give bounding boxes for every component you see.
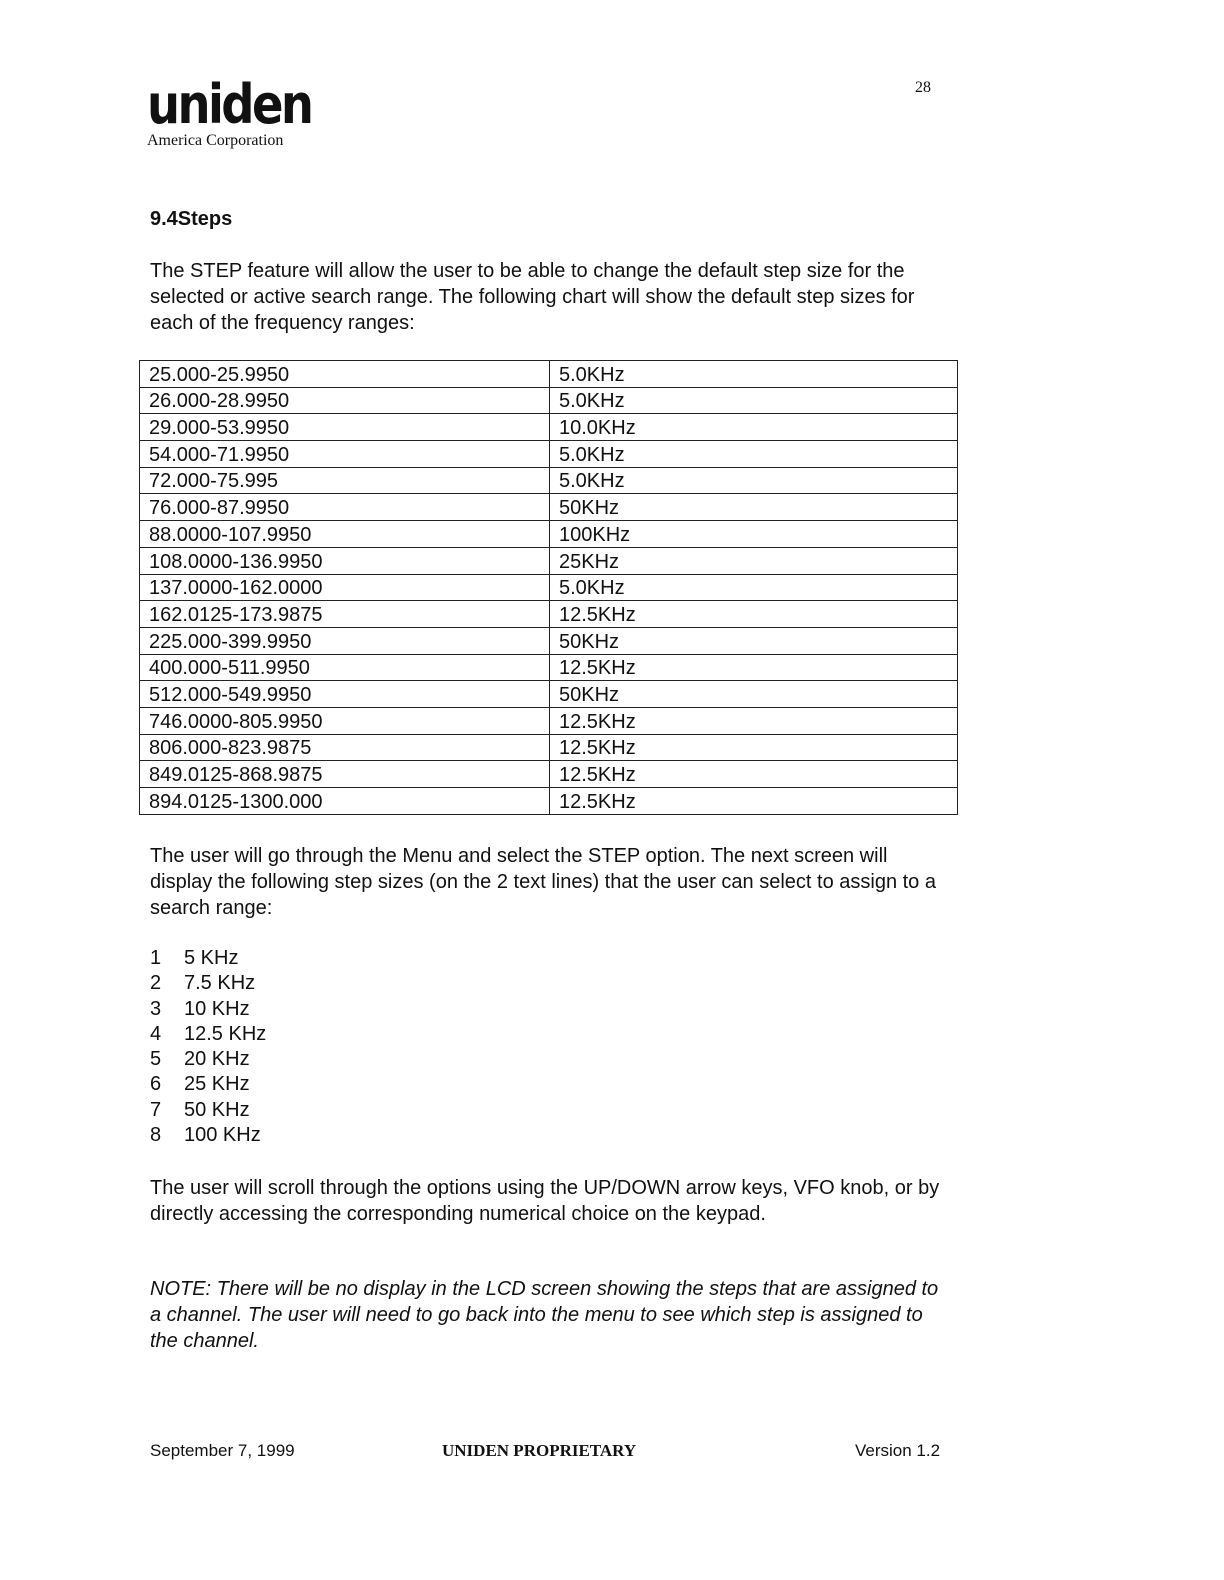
step-cell: 10.0KHz	[550, 414, 958, 441]
option-label: 100 KHz	[184, 1124, 261, 1147]
range-cell: 894.0125-1300.000	[140, 788, 550, 815]
step-cell: 50KHz	[550, 681, 958, 708]
step-cell: 100KHz	[550, 521, 958, 548]
list-item	[150, 1072, 266, 1097]
range-cell: 25.000-25.9950	[140, 361, 550, 388]
list-item	[150, 997, 266, 1022]
table-row	[140, 601, 958, 628]
range-cell: 225.000-399.9950	[140, 627, 550, 654]
option-label: 20 KHz	[184, 1048, 250, 1071]
step-cell: 50KHz	[550, 494, 958, 521]
list-item	[150, 971, 266, 996]
option-label: 12.5 KHz	[184, 1022, 267, 1045]
step-cell: 5.0KHz	[550, 361, 958, 388]
option-number: 2	[150, 972, 162, 995]
table-row	[140, 414, 958, 441]
table-row	[140, 654, 958, 681]
footer-version: Version 1.2	[855, 1441, 941, 1460]
option-number: 8	[150, 1124, 162, 1147]
footer-proprietary: UNIDEN PROPRIETARY	[442, 1441, 637, 1460]
range-cell: 806.000-823.9875	[140, 734, 550, 761]
range-cell: 108.0000-136.9950	[140, 547, 550, 574]
page-number: 28	[915, 79, 931, 96]
frequency-step-table	[139, 360, 958, 815]
table-row	[140, 681, 958, 708]
table-row	[140, 494, 958, 521]
list-item	[150, 1047, 266, 1072]
step-cell: 50KHz	[550, 627, 958, 654]
logo-wordmark: uniden	[147, 73, 312, 136]
list-item	[150, 1123, 266, 1148]
scroll-paragraph: The user will scroll through the options using the UP/DOWN arrow keys, VFO knob, or by directly accessing the corresponding numerical choice on the keypad.	[150, 1177, 940, 1225]
range-cell: 746.0000-805.9950	[140, 707, 550, 734]
section-title: 9.4Steps	[150, 208, 233, 230]
range-cell: 400.000-511.9950	[140, 654, 550, 681]
table-row	[140, 761, 958, 788]
table-row	[140, 547, 958, 574]
range-cell: 29.000-53.9950	[140, 414, 550, 441]
range-cell: 88.0000-107.9950	[140, 521, 550, 548]
company-logo	[147, 73, 338, 150]
range-cell: 849.0125-868.9875	[140, 761, 550, 788]
table-row	[140, 707, 958, 734]
option-number: 1	[150, 947, 162, 969]
table-row	[140, 734, 958, 761]
option-label: 25 KHz	[184, 1073, 250, 1096]
step-cell: 5.0KHz	[550, 574, 958, 601]
step-cell: 5.0KHz	[550, 441, 958, 468]
footer-date: September 7, 1999	[150, 1441, 295, 1460]
table-row	[140, 574, 958, 601]
option-number: 7	[150, 1098, 162, 1121]
logo-subtitle: America Corporation	[147, 132, 284, 149]
table-body	[140, 361, 958, 815]
list-item	[150, 1022, 266, 1047]
table-row	[140, 387, 958, 414]
table-row	[140, 441, 958, 468]
range-cell: 54.000-71.9950	[140, 441, 550, 468]
intro-paragraph: The STEP feature will allow the user to be able to change the default step size for the selected or active search range. The following chart will show the default step sizes for each of the frequency ranges:	[150, 260, 915, 334]
step-cell: 12.5KHz	[550, 601, 958, 628]
table-row	[140, 788, 958, 815]
option-label: 50 KHz	[184, 1098, 250, 1121]
range-cell: 26.000-28.9950	[140, 387, 550, 414]
note-paragraph: NOTE: There will be no display in the LCD screen showing the steps that are assigned to a channel. The user will need to go back into the menu to see which step is assigned to the channel.	[150, 1278, 939, 1352]
table-row	[140, 467, 958, 494]
step-cell: 12.5KHz	[550, 654, 958, 681]
list-item	[150, 946, 266, 971]
range-cell: 162.0125-173.9875	[140, 601, 550, 628]
range-cell: 76.000-87.9950	[140, 494, 550, 521]
table-row	[140, 361, 958, 388]
option-label: 5 KHz	[184, 947, 239, 969]
range-cell: 137.0000-162.0000	[140, 574, 550, 601]
step-cell: 12.5KHz	[550, 734, 958, 761]
range-cell: 72.000-75.995	[140, 467, 550, 494]
table-row	[140, 521, 958, 548]
range-cell: 512.000-549.9950	[140, 681, 550, 708]
list-item	[150, 1098, 266, 1123]
option-label: 10 KHz	[184, 997, 250, 1020]
step-cell: 12.5KHz	[550, 788, 958, 815]
step-cell: 12.5KHz	[550, 707, 958, 734]
step-cell: 5.0KHz	[550, 467, 958, 494]
step-cell: 5.0KHz	[550, 387, 958, 414]
option-number: 5	[150, 1048, 162, 1071]
step-options-list	[150, 946, 266, 1148]
option-label: 7.5 KHz	[184, 972, 256, 995]
menu-paragraph: The user will go through the Menu and select the STEP option. The next screen will display the following step sizes (on the 2 text lines) that the user can select to assign to a search range:	[150, 845, 936, 919]
option-number: 3	[150, 997, 162, 1020]
step-cell: 12.5KHz	[550, 761, 958, 788]
table-row	[140, 627, 958, 654]
step-cell: 25KHz	[550, 547, 958, 574]
option-number: 6	[150, 1073, 162, 1096]
option-number: 4	[150, 1022, 162, 1045]
